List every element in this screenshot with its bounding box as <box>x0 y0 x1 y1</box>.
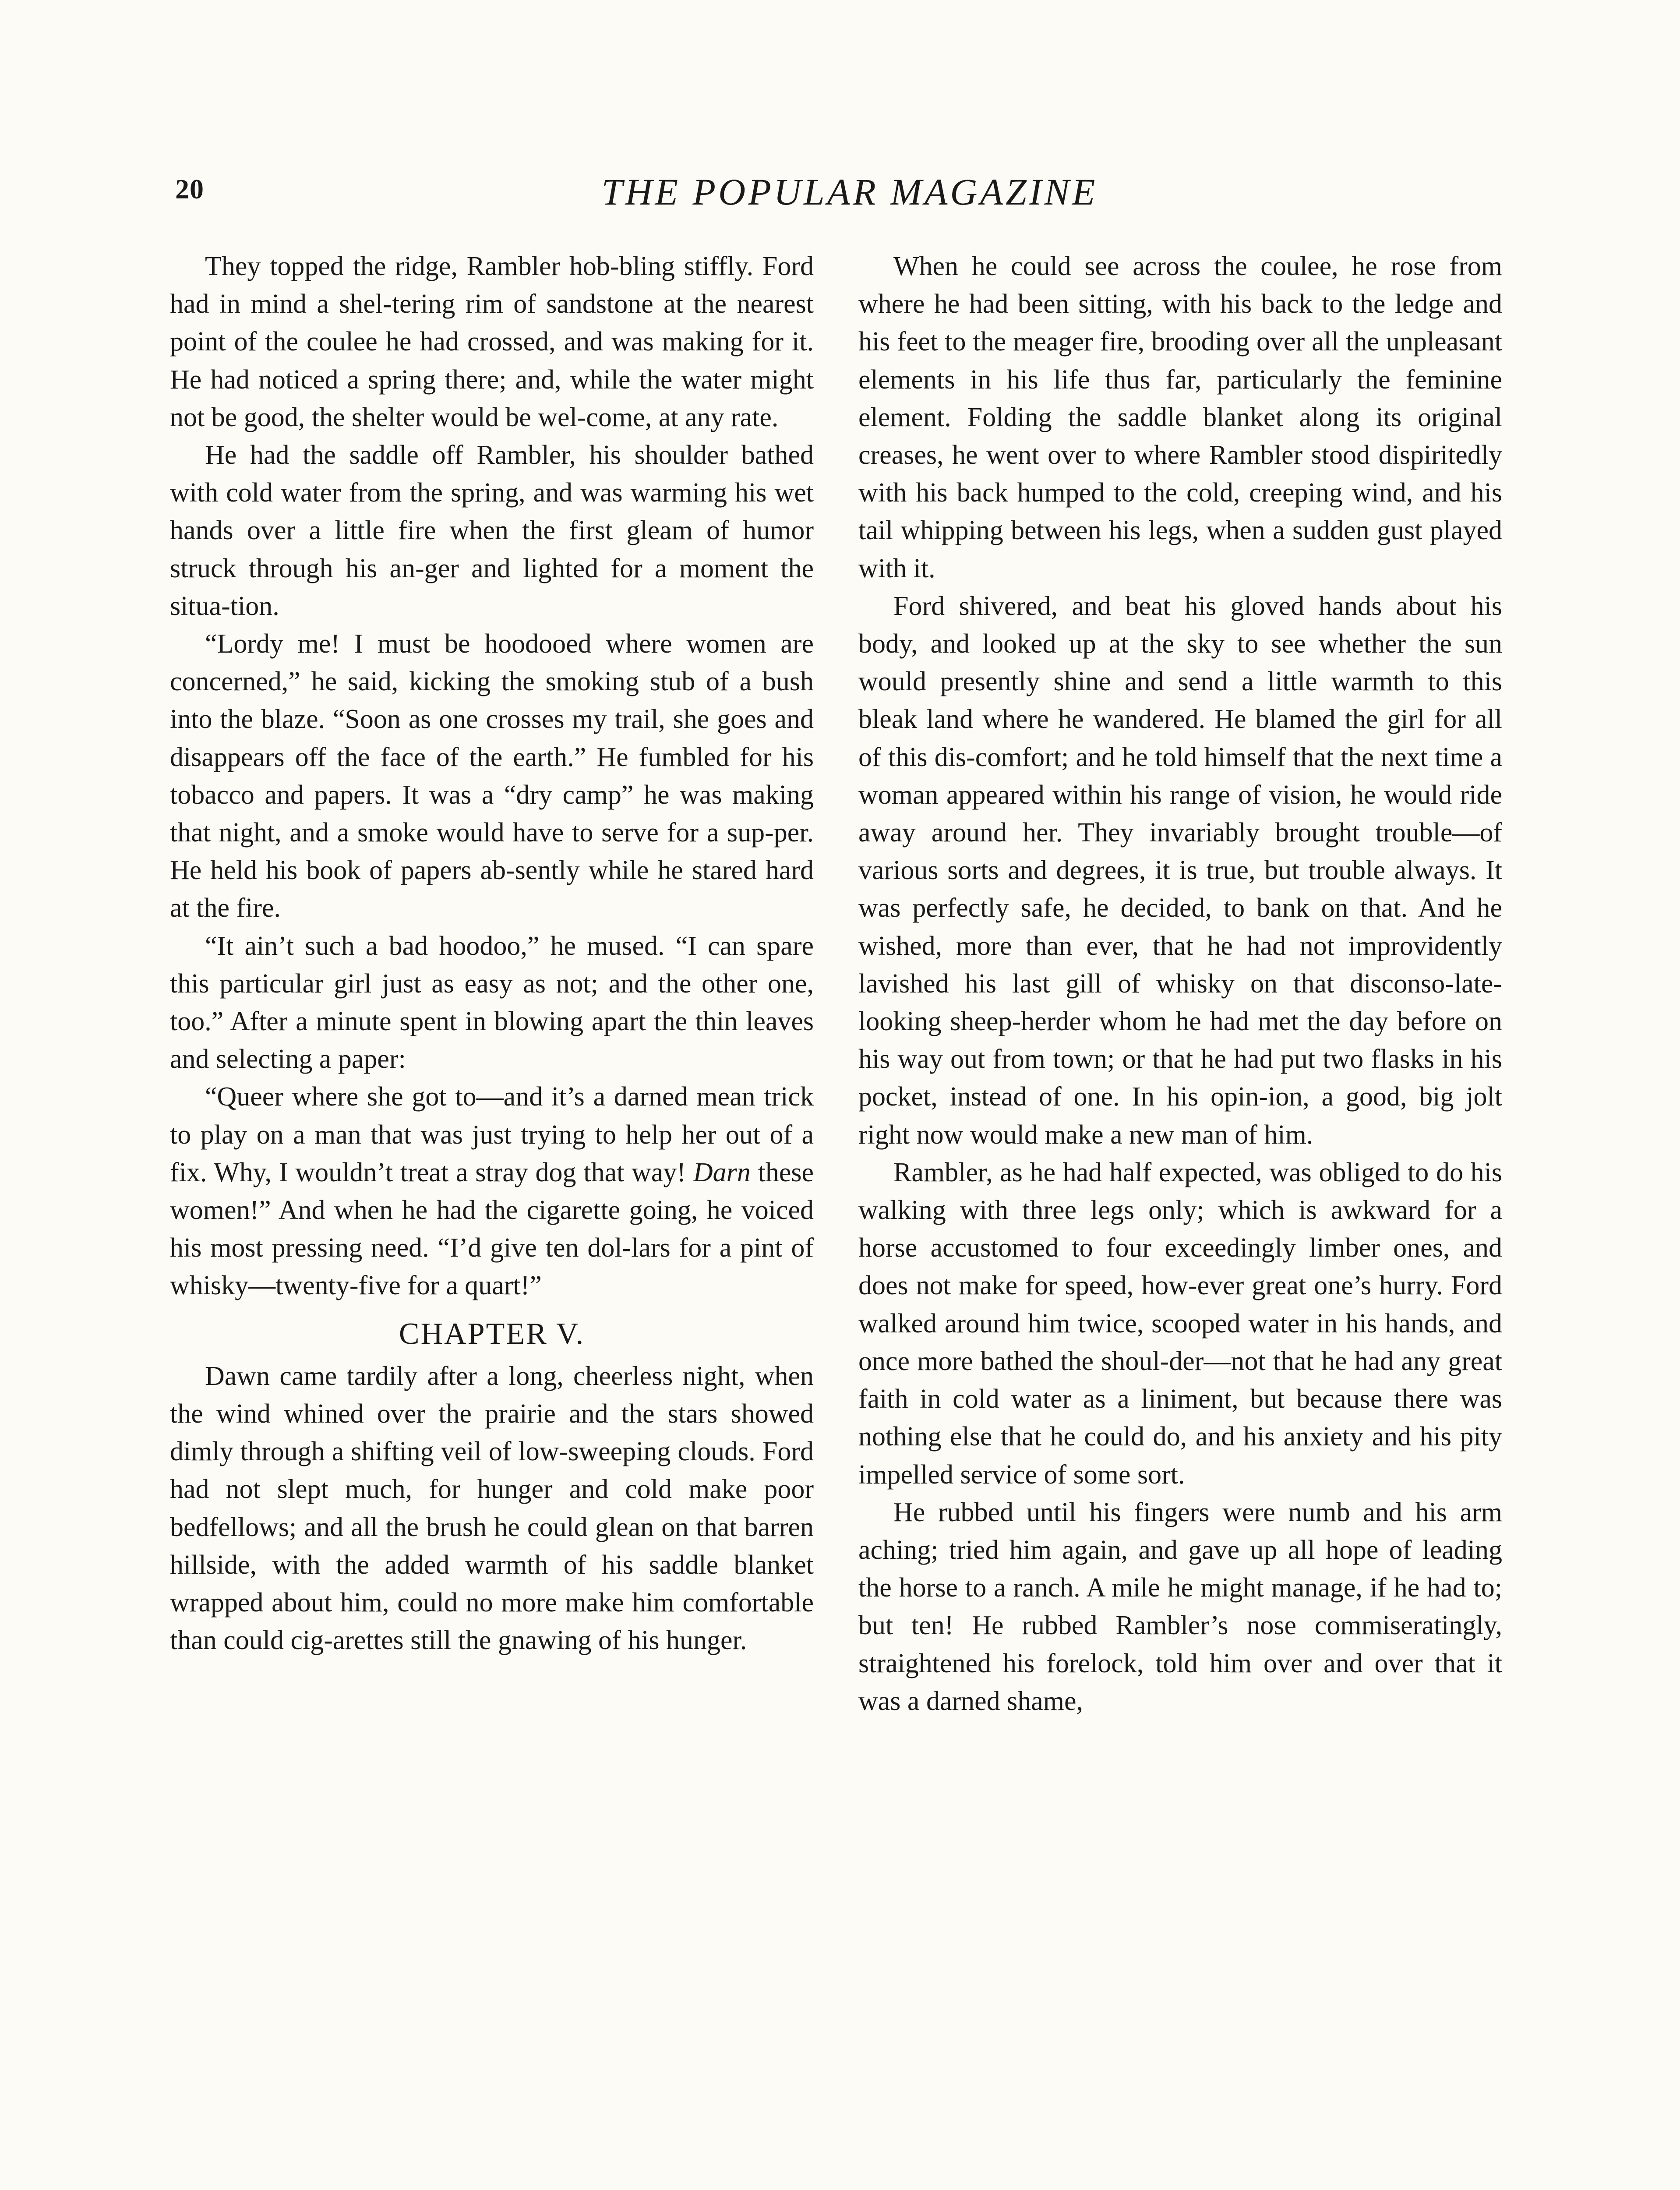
paragraph-text: “Queer where she got to—and it’s a darned mean trick to play on a man that was just trying to help her out of a fix. Why, I wouldn’t treat a stray dog that way! <box>170 1082 814 1187</box>
right-column <box>858 247 1502 2190</box>
italic-word: Darn <box>693 1157 751 1187</box>
paragraph <box>170 1078 814 1304</box>
paragraph: Dawn came tardily after a long, cheerless night, when the wind whined over the prairie and the stars showed dimly through a shifting veil of low-sweeping clouds. Ford had not slept much, for hunger and cold make poor bedfellows; and all the brush he could glean on that barren hillside, with the added warmth of his saddle blanket wrapped about him, could no more make him comfortable than could cig-arettes still the gnawing of his hunger. <box>170 1361 814 1656</box>
paragraph: He rubbed until his fingers were numb and his arm aching; tried him again, and gave up all hope of leading the horse to a ranch. A mile he might manage, if he had to; but ten! He rubbed Rambler’s nose commiseratingly, straightened his forelock, told him over and over that it was a darned shame, <box>858 1497 1502 1716</box>
paragraph: “It ain’t such a bad hoodoo,” he mused. “I can spare this particular girl just as easy as not; and the other one, too.” After a minute spent in blowing apart the thin leaves and selecting a paper: <box>170 931 814 1074</box>
paragraph: When he could see across the coulee, he rose from where he had been sitting, with his back to the ledge and his feet to the meager fire, brooding over all the unpleasant elements in his life thus far, particularly the feminine element. Folding the saddle blanket along its original creases, he went over to where Rambler stood dispiritedly with his back humped to the cold, creeping wind, and his tail whipping between his legs, when a sudden gust played with it. <box>858 251 1502 583</box>
paragraph-text: these women!” And when he had the cigarette going, he voiced his most pressing need. “I’d give ten dol-lars for a pint of whisky—twenty-five for a quart!” <box>170 1157 814 1301</box>
page-number: 20 <box>175 173 204 205</box>
paragraph: Ford shivered, and beat his gloved hands about his body, and looked up at the sky to see whether the sun would presently shine and send a little warmth to this bleak land where he wandered. He blamed the girl for all of this dis-comfort; and he told himself that the next time a woman appeared within his range of vision, he would ride away around her. They invariably brought trouble—of various sorts and degrees, it is true, but trouble always. It was perfectly safe, he decided, to bank on that. And he wished, more than ever, that he had not improvidently lavished his last gill of whisky on that disconso-late-looking sheep-herder whom he had met the day before on his way out from town; or that he had put two flasks in his pocket, instead of one. In his opin-ion, a good, big jolt right now would make a new man of him. <box>858 591 1502 1150</box>
running-title: THE POPULAR MAGAZINE <box>601 171 1098 213</box>
paragraph: He had the saddle off Rambler, his shoulder bathed with cold water from the spring, and was warming his wet hands over a little fire when the first gleam of humor struck through his an-ger and lighted for a moment the situa-tion. <box>170 440 814 621</box>
chapter-heading: CHAPTER V. <box>399 1317 585 1351</box>
paragraph: “Lordy me! I must be hoodooed where women are concerned,” he said, kicking the smoking stub of a bush into the blaze. “Soon as one crosses my trail, she goes and disappears off the face of the earth.” He fumbled for his tobacco and papers. It was a “dry camp” he was making that night, and a smoke would have to serve for a sup-per. He held his book of papers ab-sently while he stared hard at the fire. <box>170 629 814 923</box>
paragraph: They topped the ridge, Rambler hob-bling stiffly. Ford had in mind a shel-tering rim of sandstone at the nearest point of the coulee he had crossed, and was making for it. He had noticed a spring there; and, while the water might not be good, the shelter would be wel-come, at any rate. <box>170 251 814 432</box>
left-column <box>170 247 814 2190</box>
paragraph: Rambler, as he had half expected, was obliged to do his walking with three legs only; which is awkward for a horse accustomed to four exceedingly limber ones, and does not make for speed, how-ever great one’s hurry. Ford walked around him twice, scooped water in his hands, and once more bathed the shoul-der—not that he had any great faith in cold water as a liniment, but because there was nothing else that he could do, and his anxiety and his pity impelled service of some sort. <box>858 1157 1502 1490</box>
